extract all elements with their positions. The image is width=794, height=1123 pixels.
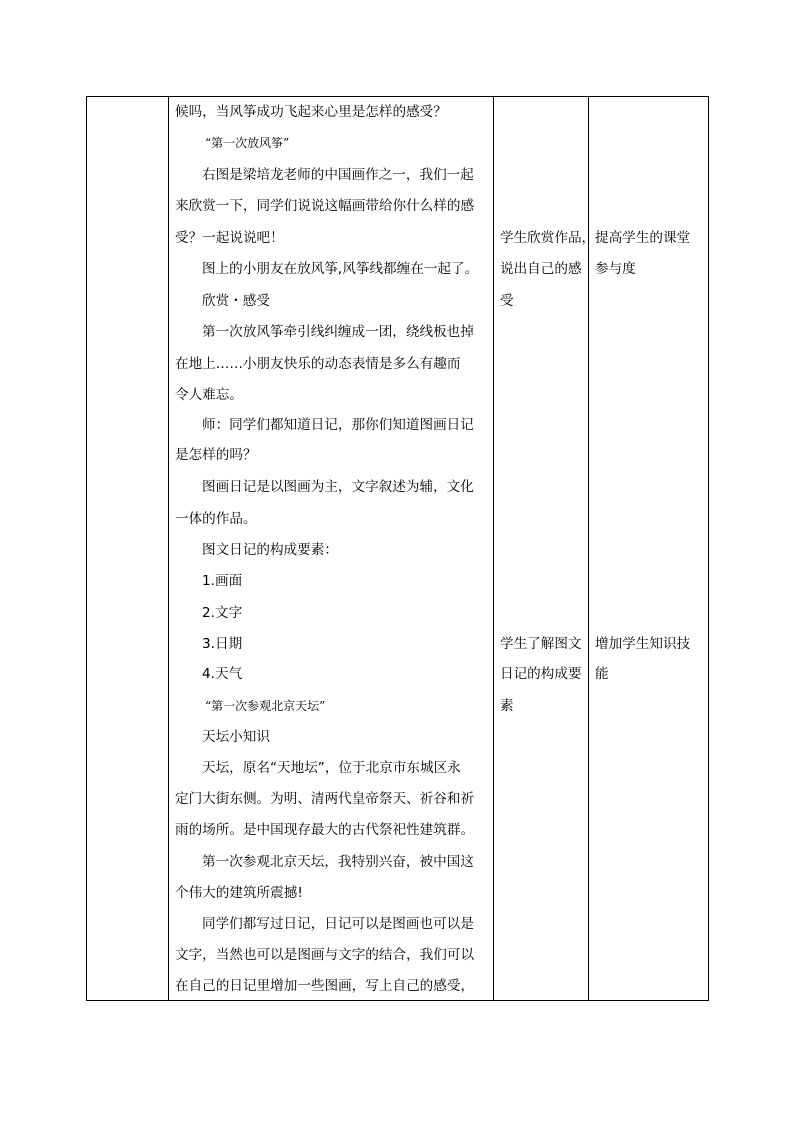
lesson-plan-table <box>86 96 709 1001</box>
content-line: 4.天气 <box>202 666 243 682</box>
content-line: 雨的场所。是中国现存最大的古代祭祀性建筑群。 <box>175 822 475 838</box>
content-line: 在地上……小朋友快乐的动态表情是多么有趣而 <box>175 356 461 372</box>
empty-cell <box>87 97 169 1001</box>
content-line: 图画日记是以图画为主，文字叙述为辅，文化 <box>202 479 474 495</box>
content-line: 天坛，原名“天地坛”，位于北京市东城区永 <box>202 760 461 776</box>
content-cell <box>169 97 494 1001</box>
design-intent-line: 增加学生知识技 <box>595 636 691 652</box>
content-line: 在自己的日记里增加一些图画，写上自己的感受， <box>175 978 475 994</box>
content-line: 图上的小朋友在放风筝,风筝线都缠在一起了。 <box>202 261 479 277</box>
content-line: 天坛小知识 <box>202 729 270 745</box>
design-intent-line: 参与度 <box>595 261 636 277</box>
student-activity-line: 受 <box>500 293 514 309</box>
student-activity-line: 日记的构成要 <box>500 666 582 682</box>
student-activity-line: 学生欣赏作品， <box>500 230 596 246</box>
content-line: 图文日记的构成要素： <box>202 542 338 558</box>
content-line: 是怎样的吗？ <box>175 447 257 463</box>
content-line: 右图是梁培龙老师的中国画作之一，我们一起 <box>202 167 474 183</box>
content-line: 3.日期 <box>202 636 243 652</box>
student-activity-line: 素 <box>500 698 514 714</box>
student-activity-cell <box>494 97 596 1001</box>
content-line: 候吗，当风筝成功飞起来心里是怎样的感受？ <box>175 104 447 120</box>
section-title: “第一次放风筝” <box>205 136 290 150</box>
content-line: 欣赏・感受 <box>202 293 270 309</box>
content-line: 师：同学们都知道日记，那你们知道图画日记 <box>202 417 474 433</box>
content-line: 2.文字 <box>202 605 243 621</box>
content-line: 受？一起说说吧！ <box>175 230 284 246</box>
content-line: 一体的作品。 <box>175 511 257 527</box>
design-intent-line: 能 <box>595 666 609 682</box>
design-intent-line: 提高学生的课堂 <box>595 230 691 246</box>
student-activity-line: 学生了解图文 <box>500 636 582 652</box>
table-row <box>87 97 709 1001</box>
design-intent-cell <box>589 97 709 1001</box>
content-line: 令人难忘。 <box>175 387 243 403</box>
content-line: 1.画面 <box>202 573 243 589</box>
content-line: 来欣赏一下，同学们说说这幅画带给你什么样的感 <box>175 198 475 214</box>
content-line: 同学们都写过日记，日记可以是图画也可以是 <box>202 916 474 932</box>
content-line: 第一次参观北京天坛，我特别兴奋，被中国这 <box>202 854 474 870</box>
content-line: 文字，当然也可以是图画与文字的结合，我们可以 <box>175 947 475 963</box>
content-line: 个伟大的建筑所震撼! <box>175 885 303 901</box>
content-line: 第一次放风筝牵引线纠缠成一团，绕线板也掉 <box>202 324 474 340</box>
section-title: “第一次参观北京天坛” <box>205 699 326 713</box>
student-activity-line: 说出自己的感 <box>500 261 582 277</box>
content-line: 定门大街东侧。为明、清两代皇帝祭天、祈谷和祈 <box>175 791 475 807</box>
